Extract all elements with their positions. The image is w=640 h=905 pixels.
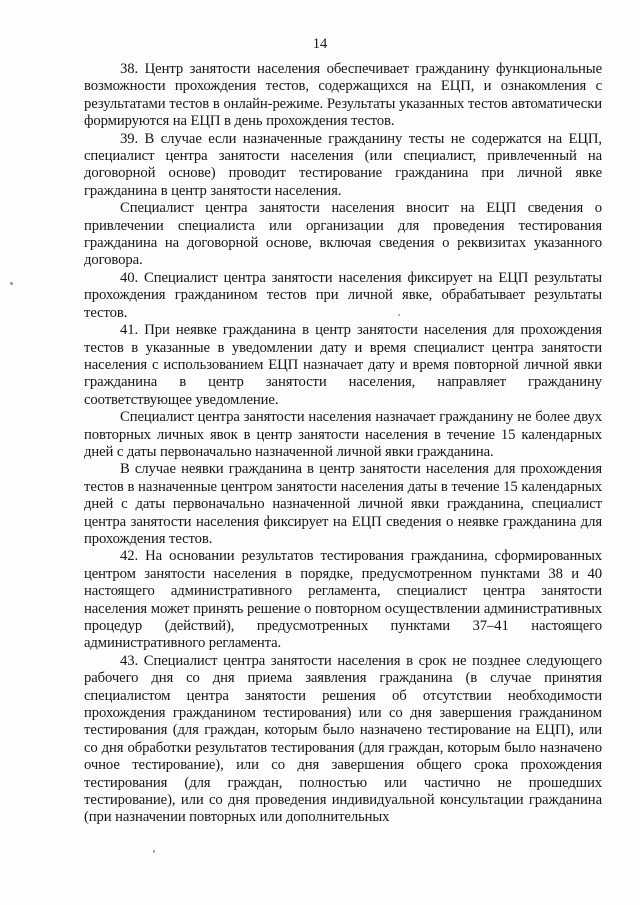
- paragraph-41-no-show: В случае неявки гражданина в центр занятости населения для прохождения тестов в назначенные центром занятости населения даты в течение 15 календарных дней с даты первоначально назначенной личной явки гражданина, специалист центра занятости населения фиксирует на ЕЦП сведения о неявке гражданина для прохождения тестов.: [84, 461, 602, 547]
- page-body: [84, 61, 602, 827]
- scan-speck: [398, 314, 400, 316]
- paragraph-43: 43. Специалист центра занятости населения в срок не позднее следующего рабочего дня со дня приема заявления гражданина (в случае принятия специалистом центра занятости решения об отсутствии необходимости прохождения гражданином тестирования) или со дня завершения гражданином тестирования (для граждан, которым было назначено тестирование на ЕЦП), или со дня обработки результатов тестирования (для граждан, которым было назначено очное тестирование), или со дня завершения общего срока прохождения тестирования (для граждан, полностью или частично не прошедших тестирование), или со дня проведения индивидуальной консультации гражданина (при назначении повторных или дополнительных: [84, 652, 602, 826]
- page-number: 14: [312, 36, 328, 52]
- paragraph-38: 38. Центр занятости населения обеспечивает гражданину функциональные возможности прохождения тестов, содержащихся на ЕЦП, и ознакомления с результатами тестов в онлайн-режиме. Результаты указанных тестов автоматически формируются на ЕЦП в день прохождения тестов.: [84, 61, 602, 130]
- paragraph-42: 42. На основании результатов тестирования гражданина, сформированных центром занятости населения в порядке, предусмотренном пунктами 38 и 40 настоящего административного регламента, специалист центра занятости населения может принять решение о повторном осуществлении административных процедур (действий), предусмотренных пунктами 37–41 настоящего административного регламента.: [84, 548, 602, 652]
- paragraph-39-continued: Специалист центра занятости населения вносит на ЕЦП сведения о привлечении специалиста или организации для проведения тестирования гражданина на договорной основе, включая сведения о реквизитах указанного договора.: [84, 200, 602, 269]
- paragraph-39: 39. В случае если назначенные гражданину тесты не содержатся на ЕЦП, специалист центра занятости населения (или специалист, привлеченный на договорной основе) проводит тестирование гражданина при личной явке гражданина в центр занятости населения.: [84, 130, 602, 199]
- scan-speck: [10, 282, 13, 285]
- paragraph-41-repeat-visits: Специалист центра занятости населения назначает гражданину не более двух повторных личных явок в центр занятости населения в течение 15 календарных дней с даты первоначально назначенной личной явки гражданина.: [84, 409, 602, 460]
- paragraph-40: 40. Специалист центра занятости населения фиксирует на ЕЦП результаты прохождения гражданином тестов при личной явке, обрабатывает результаты тестов.: [84, 269, 602, 321]
- scan-speck: [153, 850, 155, 853]
- paragraph-41: 41. При неявке гражданина в центр занятости населения для прохождения тестов в указанные в уведомлении дату и время специалист центра занятости населения с использованием ЕЦП назначает дату и время повторной личной явки гражданина в центр занятости населения, направляет гражданину соответствующее уведомление.: [84, 322, 602, 408]
